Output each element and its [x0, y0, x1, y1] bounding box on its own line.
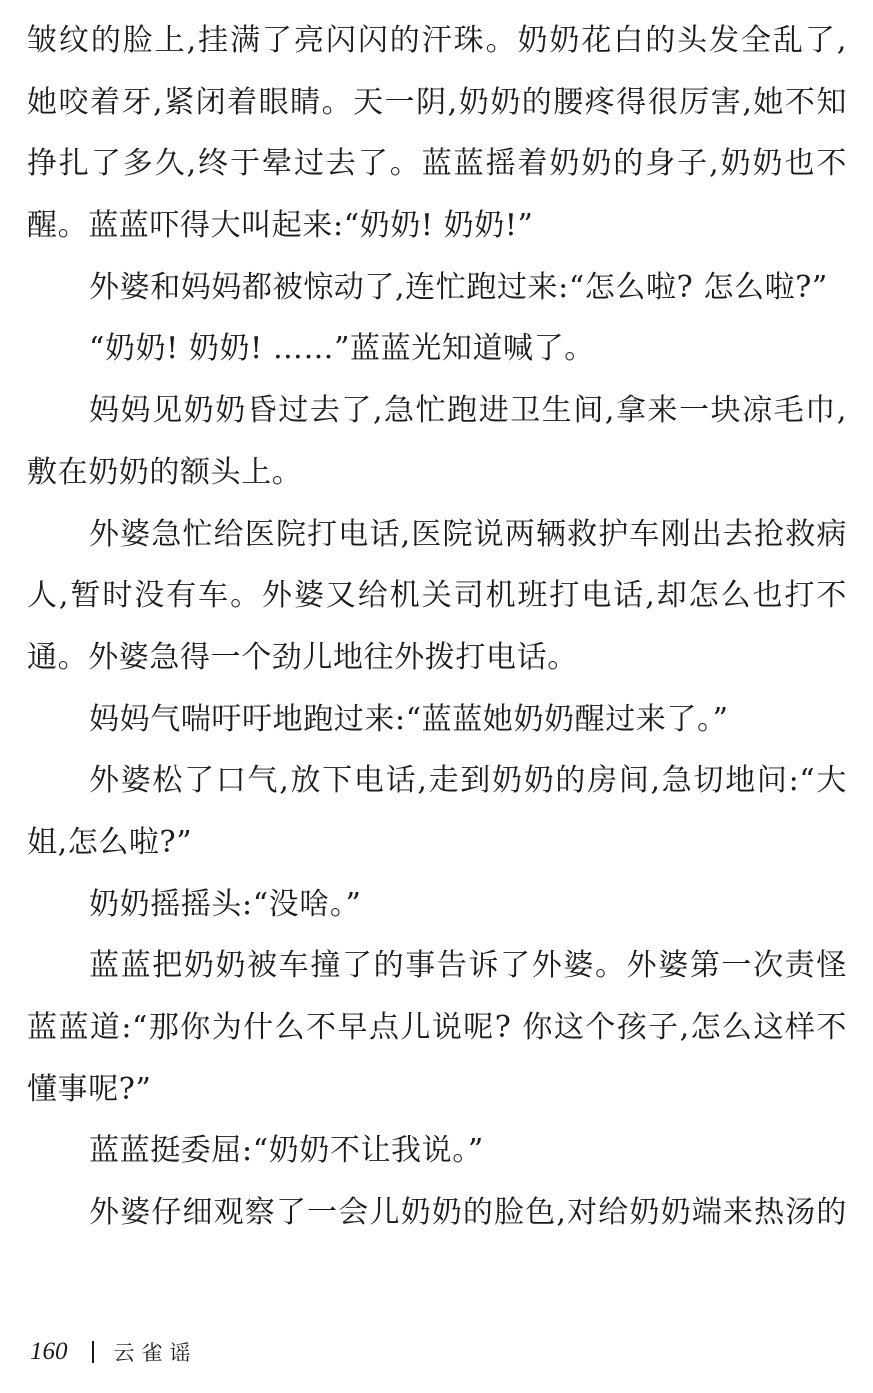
book-title: 云雀谣 [113, 1341, 198, 1365]
text-line: 外婆急忙给医院打电话,医院说两辆救护车刚出去抢救病 [89, 516, 847, 552]
text-line: 蓝蓝把奶奶被车撞了的事告诉了外婆。外婆第一次责怪 [89, 948, 847, 984]
text-line: 蓝蓝道:“那你为什么不早点儿说呢? 你这个孩子,怎么这样不 [27, 1010, 847, 1045]
page-footer [30, 1332, 198, 1372]
text-line: 通。外婆急得一个劲儿地往外拨打电话。 [27, 639, 578, 675]
text-line: 懂事呢?” [27, 1071, 152, 1107]
text-line: 挣扎了多久,终于晕过去了。蓝蓝摇着奶奶的身子,奶奶也不 [27, 146, 847, 182]
text-line: 外婆和妈妈都被惊动了,连忙跑过来:“怎么啦? 怎么啦?” [89, 269, 828, 305]
text-line: 奶奶摇摇头:“没啥。” [89, 886, 362, 922]
text-line: 妈妈气喘吁吁地跑过来:“蓝蓝她奶奶醒过来了。” [89, 701, 729, 737]
text-line: 外婆仔细观察了一会儿奶奶的脸色,对给奶奶端来热汤的 [89, 1195, 847, 1231]
text-line: “奶奶! 奶奶! ……”蓝蓝光知道喊了。 [89, 331, 595, 367]
text-line: 外婆松了口气,放下电话,走到奶奶的房间,急切地问:“大 [89, 763, 847, 799]
text-line: 妈妈见奶奶昏过去了,急忙跑进卫生间,拿来一块凉毛巾, [89, 393, 847, 429]
footer-divider [92, 1341, 94, 1363]
text-line: 姐,怎么啦?” [27, 824, 193, 860]
text-line: 醒。蓝蓝吓得大叫起来:“奶奶! 奶奶!” [27, 208, 534, 244]
text-line: 皱纹的脸上,挂满了亮闪闪的汗珠。奶奶花白的头发全乱了, [27, 23, 847, 58]
body-text [27, 10, 847, 1244]
text-line: 她咬着牙,紧闭着眼睛。天一阴,奶奶的腰疼得很厉害,她不知 [27, 84, 847, 120]
text-line: 蓝蓝挺委屈:“奶奶不让我说。” [89, 1133, 484, 1169]
text-line: 敷在奶奶的额头上。 [27, 454, 303, 490]
text-line: 人,暂时没有车。外婆又给机关司机班打电话,却怎么也打不 [27, 578, 847, 614]
page-number: 160 [30, 1338, 68, 1365]
